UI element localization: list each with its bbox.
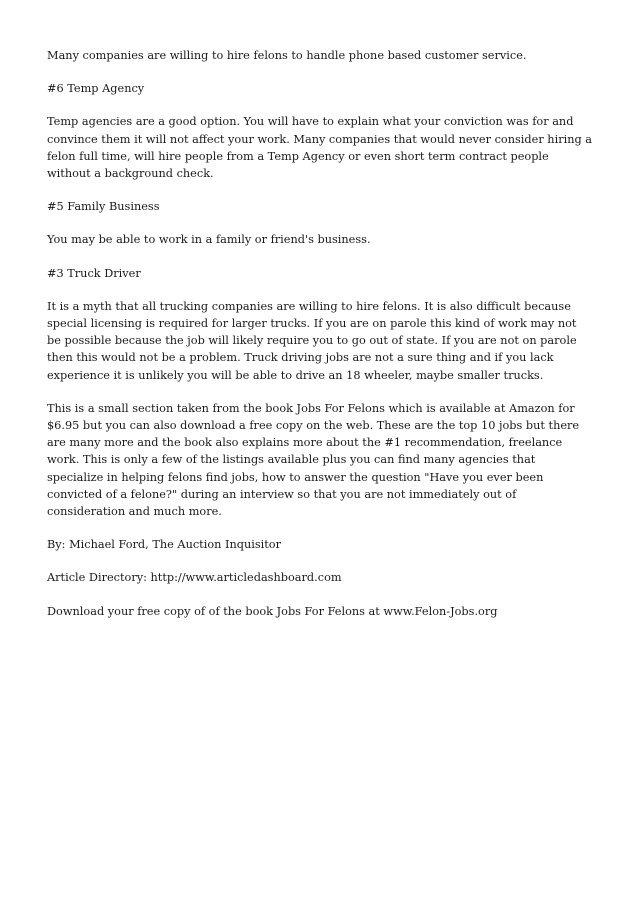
article-directory-line: Article Directory: http://www.articledashboard.com: [47, 571, 342, 585]
truck-driver-paragraph: It is a myth that all trucking companies are willing to hire felons. It is also difficult because special licensing is required for larger trucks. If you are on parole this kind of work may not be possible because the job will likely require you to go out of state. If you are not on parole then this would not be a problem. Truck driving jobs are not a sure thing and if you lack experience it is unlikely you will be able to drive an 18 wheeler, maybe smaller trucks.: [47, 299, 577, 382]
author-byline: By: Michael Ford, The Auction Inquisitor: [47, 538, 282, 552]
temp-agency-paragraph: Temp agencies are a good option. You will have to explain what your conviction was for and convince them it will not affect your work. Many companies that would never consider hiring a felon full time, will hire people from a Temp Agency or even short term contract people without a background check.: [47, 115, 593, 181]
intro-paragraph: Many companies are willing to hire felons to handle phone based customer service.: [47, 49, 527, 62]
section-heading-temp-agency: #6 Temp Agency: [47, 82, 145, 96]
section-heading-family-business: #5 Family Business: [47, 200, 160, 214]
book-summary-paragraph: This is a small section taken from the book Jobs For Felons which is available at Amazon for $6.95 but you can also download a free copy on the web. These are the top 10 jobs but there are many more and the book also explains more about the #1 recommendation, freelance work. This is only a few of the listings available plus you can find many agencies that specialize in helping felons find jobs, how to answer the question "Have you ever been convicted of a felone?" during an interview so that you are not immediately out of consideration and much more.: [47, 401, 580, 519]
section-heading-truck-driver: #3 Truck Driver: [47, 266, 141, 280]
family-business-paragraph: You may be able to work in a family or friend's business.: [47, 233, 371, 247]
download-line: Download your free copy of of the book Jobs For Felons at www.Felon-Jobs.org: [47, 604, 498, 618]
document-page: [47, 47, 593, 636]
